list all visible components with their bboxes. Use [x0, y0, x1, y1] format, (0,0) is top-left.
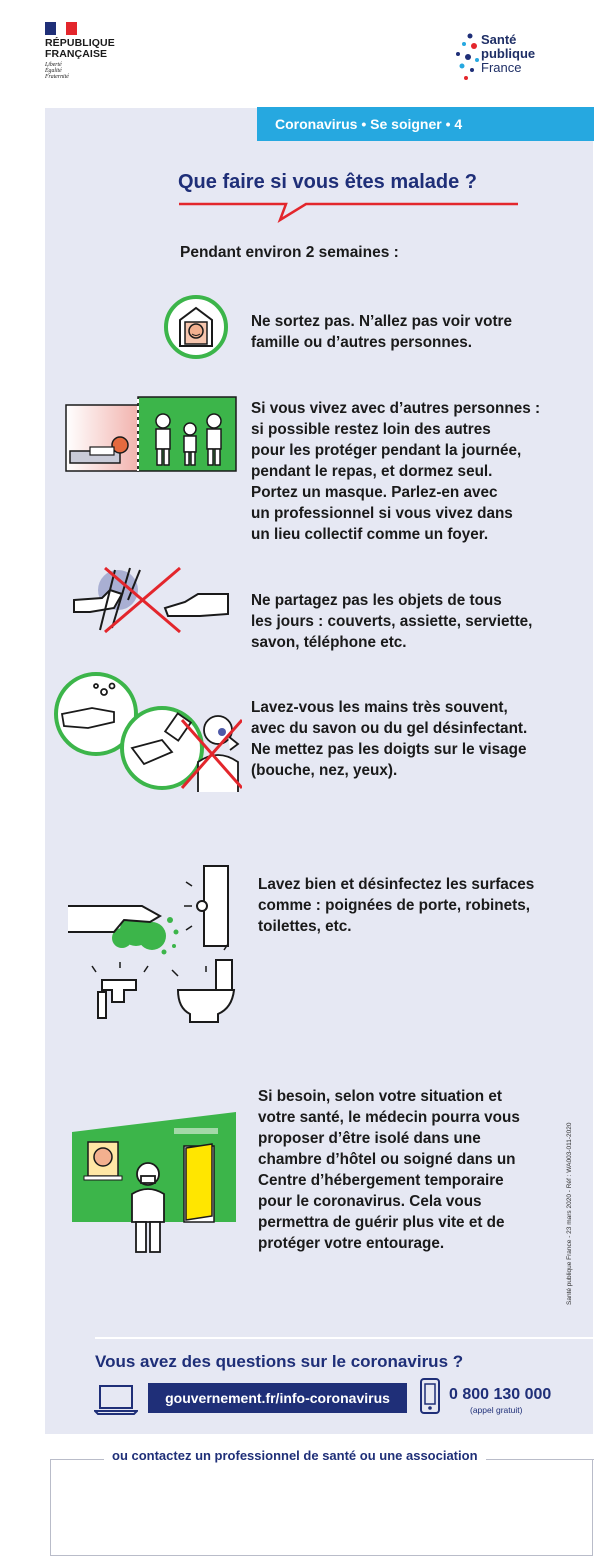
advice-3-text [251, 590, 532, 653]
spf-line-2: publique [481, 46, 536, 61]
advice-6-line-2: votre santé, le médecin pourra vous [258, 1109, 520, 1126]
duration-heading: Pendant environ 2 semaines : [180, 244, 399, 261]
isolation-room-icon [62, 395, 238, 475]
advice-3-line-2: les jours : couverts, assiette, serviette, [251, 613, 533, 630]
advice-3-line-3: savon, téléphone etc. [251, 634, 407, 651]
phone-note: (appel gratuit) [470, 1405, 523, 1415]
advice-1-line-1: Ne sortez pas. N’allez pas voir votre [251, 313, 512, 330]
rf-motto-line-3: Fraternité [45, 74, 69, 81]
speech-underline-icon [178, 198, 520, 224]
advice-2-line-1: Si vous vivez avec d’autres personnes : [251, 400, 541, 417]
advice-6-line-1: Si besoin, selon votre situation et [258, 1088, 502, 1105]
rf-motto-line-2: Égalité [45, 68, 62, 75]
contact-write-box[interactable] [50, 1459, 593, 1556]
disinfect-surfaces-icon [66, 860, 241, 1030]
advice-1-line-2: famille ou d’autres personnes. [251, 334, 473, 351]
info-url-link[interactable]: gouvernement.fr/info-coronavirus [148, 1383, 407, 1413]
house-person-icon [163, 294, 229, 360]
sante-publique-france-logo [452, 30, 567, 90]
advice-5-text [258, 874, 534, 937]
advice-3-line-1: Ne partagez pas les objets de tous [251, 592, 502, 609]
advice-1-text [251, 311, 512, 353]
rf-motto-line-1: Liberté [45, 62, 62, 68]
spf-dots-icon [452, 30, 482, 90]
advice-4-line-4: (bouche, nez, yeux). [251, 762, 398, 779]
phone-number-link[interactable]: 0 800 130 000 [449, 1386, 552, 1403]
rf-title-line-1: RÉPUBLIQUE [45, 37, 115, 49]
spf-line-3: France [481, 60, 522, 75]
advice-5-line-1: Lavez bien et désinfectez les surfaces [258, 876, 535, 893]
advice-4-line-3: Ne mettez pas les doigts sur le visage [251, 741, 527, 758]
advice-6-line-4: chambre d’hôtel ou soigné dans un [258, 1151, 516, 1168]
rf-title-line-2: FRANÇAISE [45, 48, 108, 60]
advice-4-line-1: Lavez-vous les mains très souvent, [251, 699, 508, 716]
advice-6-line-5: Centre d’hébergement temporaire [258, 1172, 504, 1189]
no-sharing-icon [70, 560, 230, 640]
advice-6-line-7: permettra de guérir plus vite et de [258, 1214, 505, 1231]
advice-4-text [251, 697, 527, 781]
french-flag-icon [45, 22, 77, 35]
advice-2-line-3: pour les protéger pendant la journée, [251, 442, 522, 459]
advice-5-line-3: toilettes, etc. [258, 918, 352, 935]
advice-5-line-2: comme : poignées de porte, robinets, [258, 897, 530, 914]
advice-4-line-2: avec du savon ou du gel désinfectant. [251, 720, 528, 737]
advice-2-line-7: un lieu collectif comme un foyer. [251, 526, 489, 543]
isolation-center-icon [72, 1110, 238, 1255]
wash-hands-icon [52, 670, 242, 795]
laptop-icon [94, 1383, 138, 1415]
advice-6-line-3: proposer d’être isolé dans une [258, 1130, 481, 1147]
advice-2-line-5: Portez un masque. Parlez-en avec [251, 484, 498, 501]
advice-6-text [258, 1086, 520, 1254]
footer-divider [95, 1337, 593, 1339]
advice-6-line-6: pour le coronavirus. Cela vous [258, 1193, 482, 1210]
questions-heading: Vous avez des questions sur le coronavirus ? [95, 1352, 464, 1371]
topic-banner: Coronavirus • Se soigner • 4 [257, 107, 594, 141]
page-title: Que faire si vous êtes malade ? [178, 171, 478, 193]
advice-6-line-8: protéger votre entourage. [258, 1235, 445, 1252]
phone-icon [418, 1377, 442, 1415]
advice-2-line-4: pendant le repas, et dormez seul. [251, 463, 493, 480]
republique-francaise-logo [45, 22, 135, 81]
advice-2-line-6: un professionnel si vous vivez dans [251, 505, 513, 522]
document-reference: Santé publique France - 23 mars 2020 - Réf : WA003-011-2020 [566, 1122, 573, 1305]
spf-line-1: Santé [481, 32, 517, 47]
advice-2-text [251, 398, 540, 545]
advice-2-line-2: si possible restez loin des autres [251, 421, 491, 438]
contact-label: ou contactez un professionnel de santé ou une association [104, 1448, 486, 1463]
